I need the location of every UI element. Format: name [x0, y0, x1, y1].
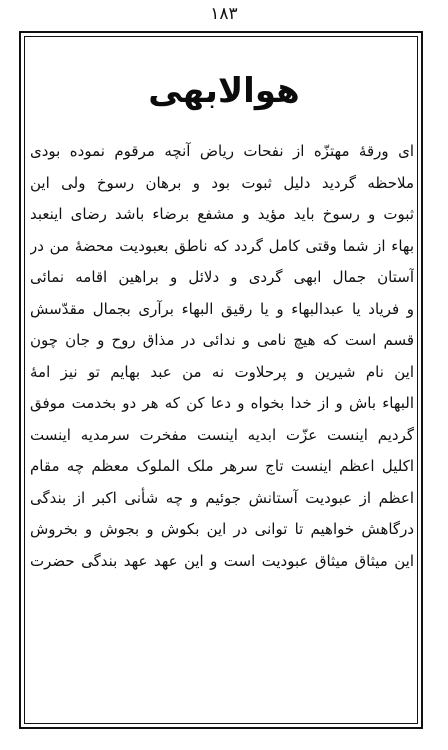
- text-line: قسم است که هیچ نامی و ندائی در مذاق روح و جان چون: [30, 331, 414, 349]
- text-line: اعظم از عبودیت آستانش جوئیم و چه شأنی اکبر از بندگی: [30, 488, 414, 507]
- text-line: اکلیل اعظم اینست تاج سرهر ملک الملوک معظم چه مقام: [30, 457, 414, 475]
- text-line: درگاهش خواهیم تا توانی در این بکوش و بجوش و بخروش: [30, 520, 414, 538]
- text-line: البهاء باش و از خدا بخواه و دعا کن که هر دو بخدمت موفق: [30, 394, 414, 412]
- text-line: آستان جمال ابهی گردی و دلائل و براهین اقامه نمائی: [30, 268, 414, 286]
- text-line: این میثاق میثاق عبودیت است و این عهد عهد بندگی حضرت: [30, 551, 414, 570]
- page-number: ۱۸۳: [210, 4, 238, 24]
- text-line: این نام شیرین و پرحلاوت نه من عبد بهایم تو نیز امۀ: [30, 362, 414, 381]
- text-line: و فریاد یا عبدالبهاء و یا رقیق البهاء برآری بجمال مقدّسش: [30, 299, 414, 318]
- text-line: ای ورقۀ مهتزّه از نفحات ریاض آنچه مرقوم نموده بودی: [30, 142, 414, 160]
- text-line: ملاحظه گردید دلیل ثبوت بود و برهان رسوخ ولی این: [30, 173, 414, 192]
- text-line: بهاء از شما وقتی کامل گردد که ناطق بعبودیت محضۀ من در: [30, 236, 414, 255]
- invocation-heading: هوالابهی: [148, 71, 300, 111]
- text-line: ثبوت و رسوخ باید مؤید و مشفع برضاء باشد رضای اینعبد: [30, 205, 414, 223]
- tablet-body-text: [30, 136, 414, 577]
- text-line: گردیم اینست عزّت ابدیه اینست مفخرت سرمدیه اینست: [30, 425, 414, 444]
